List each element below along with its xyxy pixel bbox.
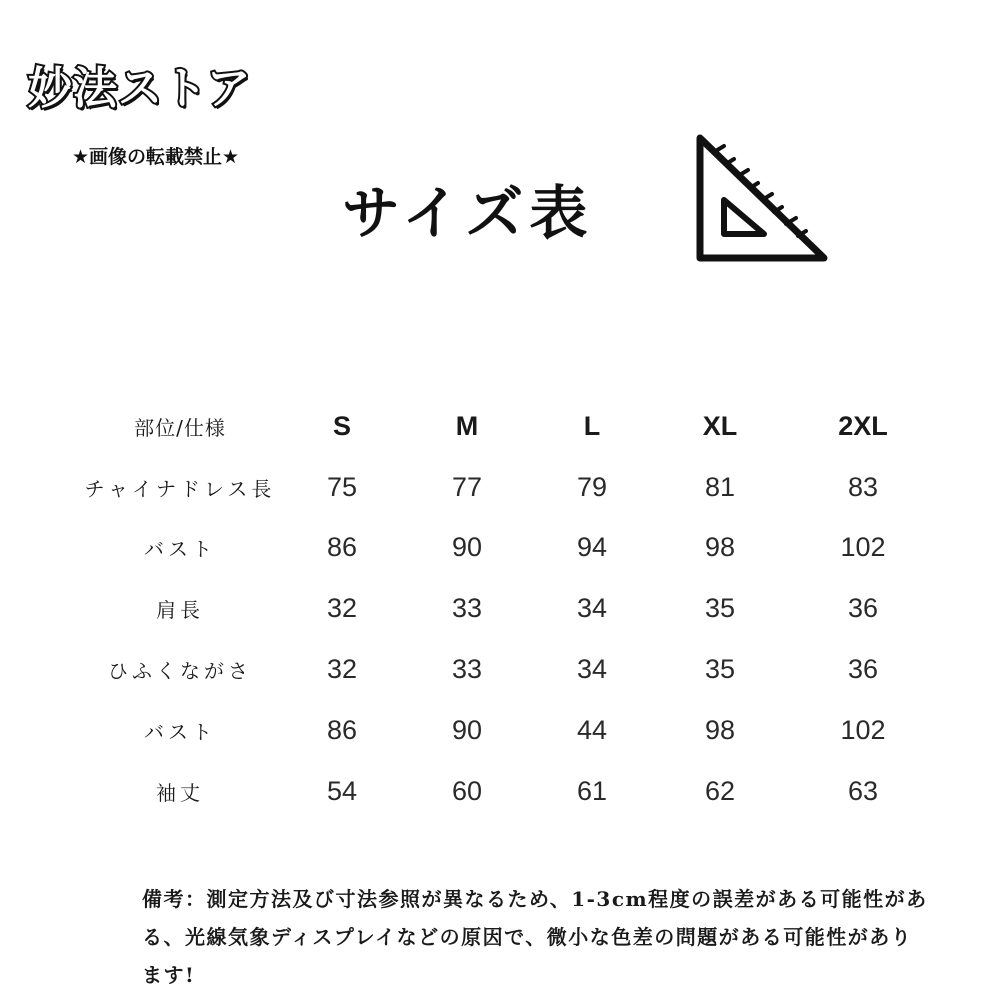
no-repost-notice: ★画像の転載禁止★	[72, 146, 240, 168]
table-cell: 63	[847, 775, 879, 806]
column-header-xl: XL	[702, 410, 738, 441]
table-cell: 60	[451, 775, 483, 806]
table-cell: 32	[326, 593, 358, 624]
size-table	[80, 396, 940, 822]
table-cell: 36	[847, 593, 879, 624]
column-header-l: L	[583, 410, 601, 441]
row-label: バスト	[144, 719, 216, 744]
row-label: バスト	[144, 537, 216, 562]
row-label: 袖丈	[156, 780, 204, 805]
remark-note: 備考：測定方法及び寸法参照が異なるため、1-3cm程度の誤差がある可能性がある、光線気象ディスプレイなどの原因で、微小な色差の問題がある可能性があります!	[142, 887, 928, 987]
table-cell: 81	[704, 471, 736, 502]
table-row	[80, 761, 940, 822]
table-cell: 54	[326, 775, 358, 806]
table-row	[80, 457, 940, 518]
store-logo: 妙法ストア	[28, 63, 252, 114]
table-cell: 34	[576, 593, 608, 624]
table-cell: 102	[840, 532, 886, 563]
table-cell: 32	[326, 654, 358, 685]
table-cell: 90	[451, 714, 483, 745]
table-cell: 86	[326, 532, 358, 563]
column-header-m: M	[455, 410, 479, 441]
table-cell: 90	[451, 532, 483, 563]
table-cell: 36	[847, 654, 879, 685]
page-title: サイズ表	[342, 179, 594, 247]
row-label: 肩長	[156, 598, 204, 623]
column-header-s: S	[332, 410, 351, 441]
table-cell: 33	[451, 654, 483, 685]
table-cell: 62	[704, 775, 736, 806]
table-cell: 77	[451, 471, 483, 502]
table-cell: 79	[576, 471, 608, 502]
table-cell: 61	[576, 775, 608, 806]
table-cell: 98	[704, 532, 736, 563]
table-row	[80, 700, 940, 761]
triangle-ruler-icon	[690, 128, 832, 266]
table-cell: 75	[326, 471, 358, 502]
row-label: チャイナドレス長	[84, 476, 276, 501]
table-cell: 94	[576, 532, 608, 563]
column-header-2xl: 2XL	[838, 410, 888, 441]
table-cell: 35	[704, 593, 736, 624]
table-cell: 86	[326, 714, 358, 745]
table-row	[80, 518, 940, 579]
table-cell: 44	[576, 714, 608, 745]
table-header-row	[80, 396, 940, 457]
table-cell: 98	[704, 714, 736, 745]
table-cell: 35	[704, 654, 736, 685]
table-row	[80, 639, 940, 700]
table-cell: 102	[840, 714, 886, 745]
table-row	[80, 578, 940, 639]
table-cell: 83	[847, 471, 879, 502]
table-cell: 33	[451, 593, 483, 624]
column-header-part: 部位/仕様	[134, 415, 226, 440]
row-label: ひふくながさ	[108, 659, 252, 684]
table-cell: 34	[576, 654, 608, 685]
